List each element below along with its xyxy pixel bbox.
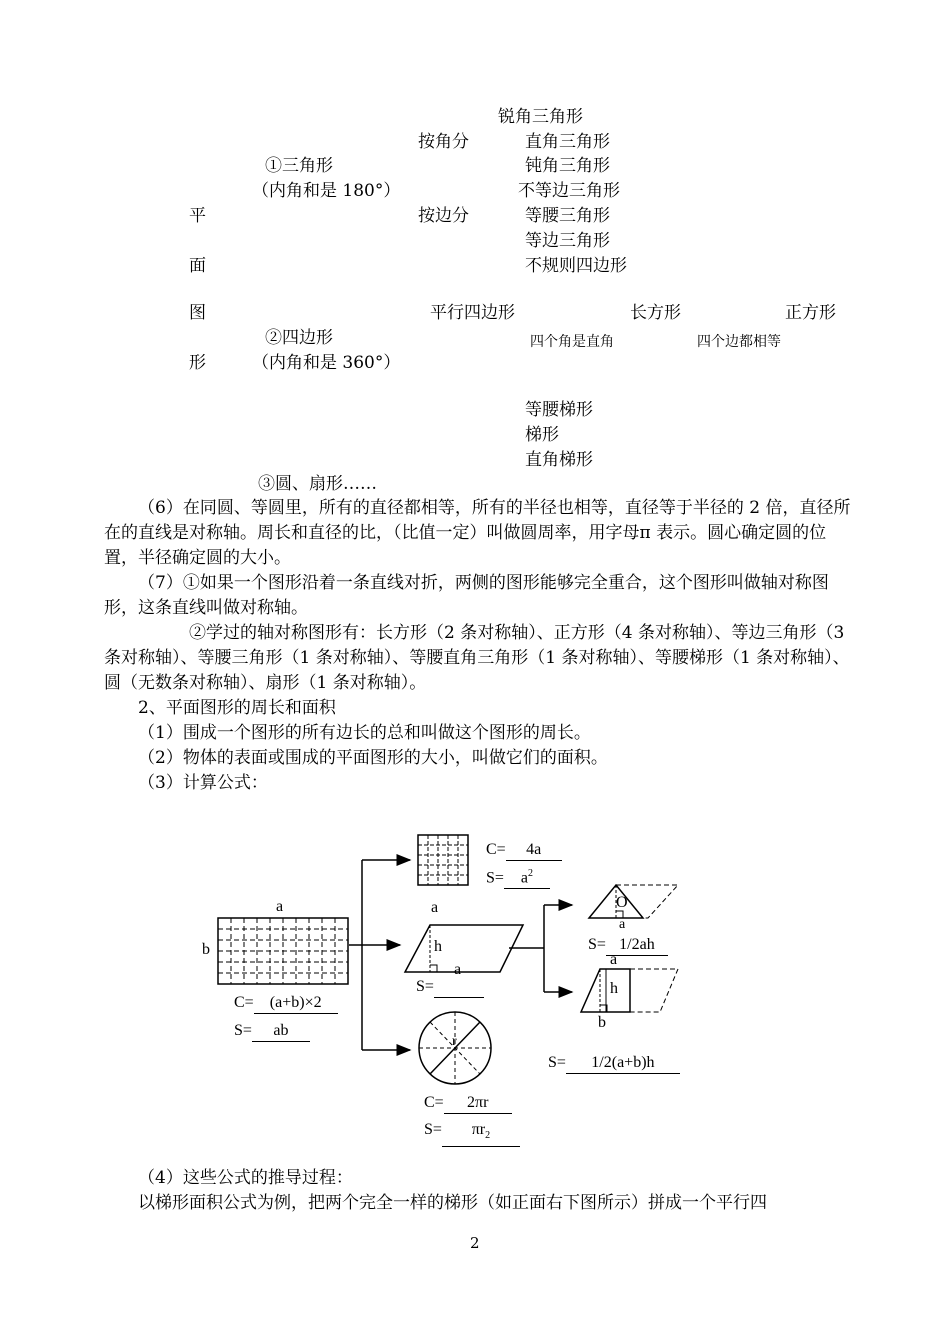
tree-quad-sum: （内角和是 360°） [252, 353, 401, 373]
square-figure [418, 835, 468, 885]
rect-s-value: ab [252, 1021, 310, 1042]
square-s-sup: 2 [527, 868, 533, 879]
tree-triangle: ①三角形 [265, 156, 333, 176]
square-area [486, 864, 550, 889]
circle-c-label: C= [424, 1094, 444, 1111]
rect-top-label: a [276, 898, 284, 915]
para-top-label: a [431, 899, 439, 916]
tree-by-angle: 按角分 [418, 132, 469, 152]
tree-four-right: 四个角是直角 [530, 334, 614, 350]
tree-square: 正方形 [785, 303, 836, 323]
tree-right-trap: 直角梯形 [525, 450, 593, 470]
tree-ping: 平 [189, 206, 206, 226]
rect-side-label: b [202, 941, 210, 958]
square-s-label: S= [486, 869, 504, 887]
trap-s-label: S= [548, 1054, 566, 1071]
tree-by-side: 按边分 [418, 206, 469, 226]
paragraph-q5: 以梯形面积公式为例，把两个完全一样的梯形（如正面右下图所示）拼成一个平行四 [138, 1193, 767, 1213]
rect-s-label: S= [234, 1022, 252, 1039]
square-c-label: C= [486, 841, 506, 858]
rectangle-figure [218, 918, 348, 984]
tree-four-equal: 四个边都相等 [697, 334, 781, 350]
tree-parallelogram: 平行四边形 [430, 303, 515, 323]
trap-a-label: a [610, 951, 618, 968]
circle-area [424, 1120, 520, 1147]
tri-s-value: 1/2ah [606, 935, 668, 956]
tree-obtuse: 钝角三角形 [525, 156, 610, 176]
tree-acute: 锐角三角形 [498, 107, 583, 127]
para-h-label: h [434, 938, 442, 955]
tri-s-label: S= [588, 936, 606, 953]
para-area [416, 977, 484, 998]
trap-area [548, 1053, 680, 1074]
square-perimeter [486, 840, 562, 861]
tree-mian: 面 [189, 256, 206, 276]
paragraph-7a: （7）①如果一个图形沿着一条直线对折，两侧的图形能够完全重合，这个图形叫做轴对称图形，这条直线叫做对称轴。 [104, 573, 829, 618]
para-base-label: a [454, 961, 462, 978]
paragraph-q2: （2）物体的表面或围成的平面图形的大小，叫做它们的面积。 [138, 748, 608, 768]
circle-s-label: S= [424, 1121, 442, 1138]
square-s-value: $a^2$ [504, 864, 550, 889]
para-s-label: S= [416, 978, 434, 995]
paragraph-7b: ②学过的轴对称图形有：长方形（2 条对称轴）、正方形（4 条对称轴）、等边三角形（3 条对称轴）、等腰三角形（1 条对称轴）、等腰直角三角形（1 条对称轴）、等腰梯形（1 条对称轴）、圆（无数条对称轴）、扇形（1 条对称轴）。 [104, 623, 850, 693]
rect-area [234, 1021, 310, 1042]
tree-isosceles: 等腰三角形 [525, 206, 610, 226]
triangle-figure [589, 885, 678, 918]
circle-perimeter [424, 1093, 512, 1114]
para-s-value [434, 977, 484, 998]
tree-quad: ②四边形 [265, 328, 333, 348]
circle-s-value: $\pi r_2$ [442, 1120, 520, 1147]
tree-tri-sum: （内角和是 180°） [252, 181, 401, 201]
section-heading: 2、平面图形的周长和面积 [138, 698, 336, 718]
rect-perimeter [234, 993, 338, 1014]
tree-irregular-quad: 不规则四边形 [525, 256, 627, 276]
tri-o-label: O [616, 894, 628, 911]
tri-area [588, 935, 668, 956]
tree-right: 直角三角形 [525, 132, 610, 152]
paragraph-q4: （4）这些公式的推导过程： [138, 1168, 353, 1188]
tree-iso-trap: 等腰梯形 [525, 400, 593, 420]
tree-rectangle: 长方形 [630, 303, 681, 323]
parallelogram-figure [405, 925, 523, 972]
circle-s-sup: 2 [485, 1130, 491, 1142]
trap-s-value: 1/2(a+b)h [566, 1053, 680, 1074]
page-number: 2 [470, 1234, 480, 1252]
trapezoid-figure [581, 969, 678, 1012]
rect-c-value: (a+b)×2 [254, 993, 338, 1014]
tree-trapezoid: 梯形 [525, 425, 559, 445]
trap-h-label: h [610, 980, 618, 997]
circle-r-label: r [452, 1034, 457, 1049]
tri-a-label: a [619, 917, 626, 932]
tree-circle: ③圆、扇形…… [258, 474, 377, 494]
tree-equilateral: 等边三角形 [525, 231, 610, 251]
paragraph-q3: （3）计算公式： [138, 773, 268, 793]
square-c-value: 4a [506, 840, 562, 861]
tree-scalene: 不等边三角形 [518, 181, 620, 201]
paragraph-6: （6）在同圆、等圆里，所有的直径都相等，所有的半径也相等，直径等于半径的 2 倍，直径所在的直线是对称轴。周长和直径的比，（比值一定）叫做圆周率，用字母π 表示。圆心确定圆的位置，半径确定圆的大小。 [104, 498, 851, 568]
paragraph-q1: （1）围成一个图形的所有边长的总和叫做这个图形的周长。 [138, 723, 591, 743]
rect-c-label: C= [234, 994, 254, 1011]
tree-xing: 形 [189, 353, 206, 373]
trap-b-label: b [598, 1014, 606, 1031]
circle-c-value: 2πr [444, 1093, 512, 1114]
tree-tu: 图 [189, 303, 206, 323]
